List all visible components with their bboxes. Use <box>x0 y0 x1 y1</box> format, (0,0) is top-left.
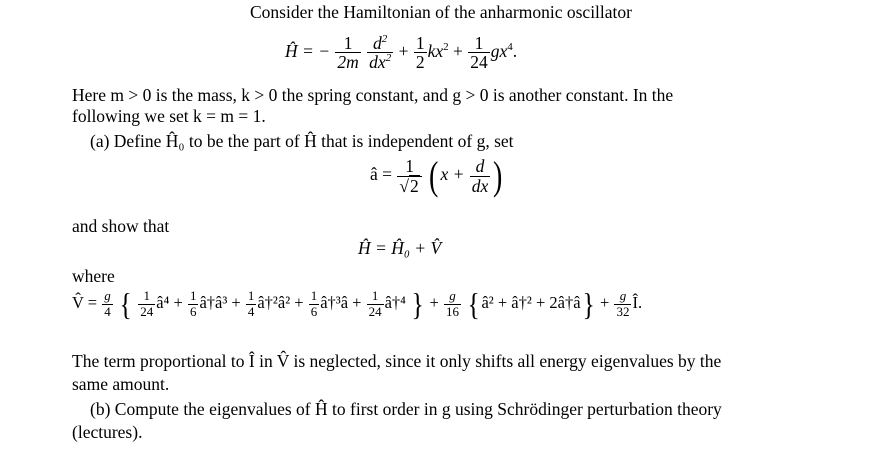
plus-sign: + <box>429 292 439 312</box>
coeff-1-6-b: $\frac{1}{6}$ <box>310 288 318 319</box>
annihilation-operator-equation <box>370 153 505 198</box>
fraction-g-over-16: $\frac{g}{16}$ <box>445 288 459 319</box>
perturbation-equation <box>72 288 642 320</box>
left-paren: ( <box>429 153 439 198</box>
quadratic-terms: â² + â†² + 2â†â <box>481 292 581 312</box>
term-adag4: â†⁴ <box>384 292 406 312</box>
fraction-1-over-2: $\frac{1}{2}$ <box>415 33 425 73</box>
left-brace-2: { <box>467 286 480 322</box>
fraction-g-over-4: $\frac{g}{4}$ <box>104 288 111 319</box>
second-derivative: $\frac{d^2}{dx^2}$ <box>369 33 392 73</box>
coeff-1-6: $\frac{1}{6}$ <box>189 288 197 319</box>
coeff-1-24-b: $\frac{1}{24}$ <box>368 288 382 319</box>
x-plus: x + <box>440 164 465 185</box>
fraction-g-over-32: $\frac{g}{32}$ <box>616 288 630 319</box>
left-brace: { <box>119 286 132 322</box>
period: . <box>512 40 518 61</box>
hamiltonian-equation: Ĥ = − $\frac{1}{2m}$ $\frac{d^2}{dx^2}$ + $\frac{1}{2}$ $kx^2$ + $\frac{1}{24}$ $gx^4$. <box>285 33 518 73</box>
problem-title: Consider the Hamiltonian of the anharmonic oscillator <box>250 2 632 22</box>
part-b-line-2: (lectures). <box>72 422 143 442</box>
coeff-1-4: $\frac{1}{4}$ <box>247 288 255 319</box>
plus-sign: + <box>600 292 610 312</box>
plus-sign: + <box>398 40 409 61</box>
a-hat-lhs: â = <box>370 164 393 185</box>
fraction-1-over-24: $\frac{1}{24}$ <box>470 33 488 73</box>
paragraph-2-line-2: same amount. <box>72 374 170 394</box>
paragraph-1-line-2: following we set k = m = 1. <box>72 106 266 126</box>
kx-term: kx <box>427 40 444 61</box>
right-brace-2: } <box>582 286 595 322</box>
coeff-1-24: $\frac{1}{24}$ <box>140 288 154 319</box>
term-adag-a3: â†â³ + <box>199 292 241 312</box>
paragraph-2-line-1: The term proportional to Î in V̂ is neglected, since it only shifts all energy eigenvalues by the <box>72 351 722 371</box>
term-adag2-a2: â†²â² + <box>257 292 304 312</box>
part-b-line-1: (b) Compute the eigenvalues of Ĥ to first order in g using Schrödinger perturbation theory <box>90 399 722 419</box>
term-a4: â⁴ + <box>156 292 183 312</box>
plus-sign: + <box>452 40 463 61</box>
paragraph-1-line-1: Here m > 0 is the mass, k > 0 the spring constant, and g > 0 is another constant. In the <box>72 85 674 105</box>
right-paren: ) <box>493 153 503 198</box>
part-a-text: (a) Define Ĥ₀ to be the part of Ĥ that is independent of g, set <box>90 131 514 151</box>
identity-term: Î. <box>632 292 643 312</box>
where-label: where <box>72 266 115 286</box>
v-hat-lhs: V̂ = <box>72 292 98 312</box>
fraction-1-over-sqrt2: $\frac{1}{√2}$ <box>397 157 421 195</box>
and-show-that: and show that <box>72 216 170 236</box>
fraction-1-over-2m: $\frac{1}{2m}$ <box>337 33 359 73</box>
gx-term: gx <box>490 40 508 61</box>
hamiltonian-lhs: Ĥ = − <box>285 40 331 61</box>
derivative-d-dx: $\frac{d}{dx}$ <box>471 156 489 196</box>
right-brace: } <box>411 286 424 322</box>
hamiltonian-split-equation: Ĥ = Ĥ₀ + V̂ <box>358 238 442 258</box>
term-adag3-a: â†³â + <box>320 292 362 312</box>
